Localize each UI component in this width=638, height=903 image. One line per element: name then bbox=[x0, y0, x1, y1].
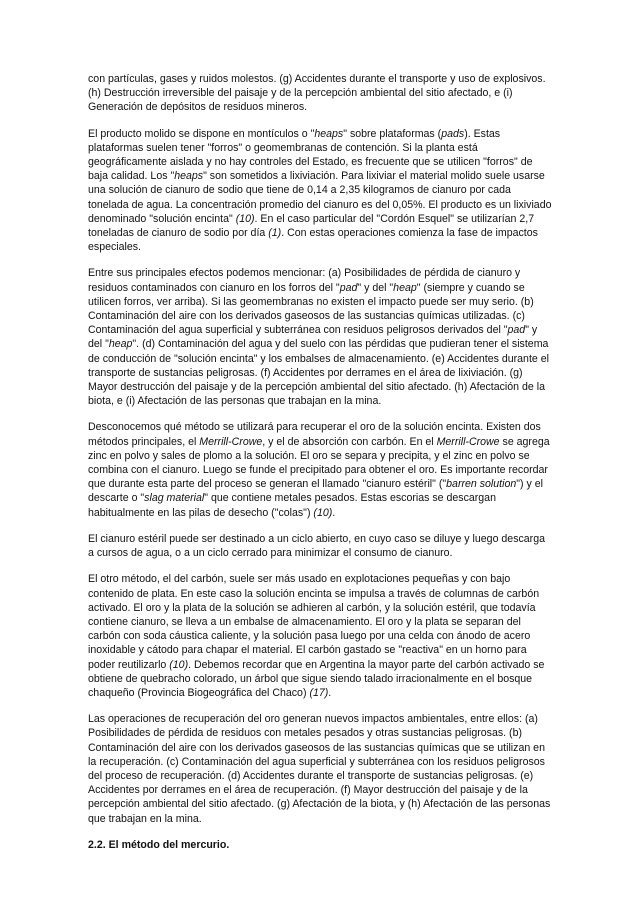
italic-term: (1) bbox=[268, 227, 282, 240]
italic-term: (10) bbox=[313, 506, 333, 519]
paragraph: Las operaciones de recuperación del oro generan nuevos impactos ambientales, entre ellos: (a) Posibilidades de pérdida de residuos con metales pesados y otras sustancias peligrosas. (b) Contaminación del aire con los derivados gaseosos de las sustancias químicas que se utilizan en la recuperación. (c) Contaminación del agua superficial y subterránea con los residuos peligrosos del proceso de recuperación. (d) Accidentes durante el transporte de sustancias peligrosas. (e) Accidentes por derrames en el área de recuperación. (f) Mayor destrucción del paisaje y de la percepción ambiental del sitio afectado. (g) Afectación de la biota, y (h) Afectación de las personas que trabajan en la mina. bbox=[88, 713, 551, 825]
italic-term: heap bbox=[108, 338, 133, 351]
paragraph: El cianuro estéril puede ser destinado a un ciclo abierto, en cuyo caso se diluye y luego descarga a cursos de agua, o a un ciclo cerrado para minimizar el consumo de cianuro. bbox=[88, 532, 545, 560]
italic-term: pad bbox=[507, 324, 526, 337]
document-page bbox=[88, 72, 553, 864]
paragraph: Entre sus principales efectos podemos mencionar: (a) Posibilidades de pérdida de cianuro y residuos contaminados con cianuro en los forros del "pad" y del "heap" (siempre y cuando se utilicen forros, ver arriba). Si las geomembranas no existen el impacto puede ser muy serio. (b) Contaminación del aire con los derivados gaseosos de las sustancias químicas utilizadas. (c) Contaminación del agua superficial y subterránea con residuos peligrosos derivados del "pad" y del "heap". (d) Contaminación del agua y del suelo con las pérdidas que pudieran tener el sistema de conducción de "solución encinta" y los embalses de almacenamiento. (e) Accidentes durante el transporte de sustancias peligrosas. (f) Accidentes por derrames en el área de lixiviación. (g) Mayor destrucción del paisaje y de la percepción ambiental del sitio afectado. (h) Afectación de la biota, e (i) Afectación de las personas que trabajan en la mina. bbox=[88, 267, 549, 408]
italic-term: heap bbox=[393, 281, 417, 294]
italic-term: slag material bbox=[144, 492, 205, 505]
italic-term: (17) bbox=[309, 686, 329, 699]
italic-term: (10) bbox=[235, 212, 255, 225]
italic-term: (10) bbox=[169, 658, 189, 671]
italic-term: Merrill-Crowe bbox=[436, 435, 500, 448]
paragraph: Desconocemos qué método se utilizará para recuperar el oro de la solución encinta. Existen dos métodos principales, el Merrill-Crowe, y el de absorción con carbón. En el Merrill-Crowe se agrega zinc en polvo y sales de plomo a la solución. El oro se separa y precipita, y el zinc en polvo se combina con el cianuro. Luego se funde el precipitado para obtener el oro. Es importante recordar que durante esta parte del proceso se generan el llamado "cianuro estéril" ("barren solution") y el descarte o "slag material" que contiene metales pesados. Estas escorias se descargan habitualmente en las pilas de desecho ("colas") (10). bbox=[88, 421, 550, 519]
italic-term: heaps bbox=[174, 170, 204, 183]
italic-term: Merrill-Crowe bbox=[199, 435, 263, 448]
italic-term: barren solution bbox=[446, 478, 517, 491]
italic-term: pads bbox=[441, 127, 465, 140]
paragraph: El otro método, el del carbón, suele ser más usado en explotaciones pequeñas y con bajo contenido de plata. En este caso la solución encinta se impulsa a través de columnas de carbón activado. El oro y la plata de la solución se adhieren al carbón, y la solución estéril, que todavía contiene cianuro, se lleva a un embalse de almacenamiento. El oro y la plata se separan del carbón con soda cáustica caliente, y la solución pasa luego por una celda con ánodo de acero inoxidable y cátodo para chapar el material. El carbón gastado se "reactiva" en un horno para poder reutilizarlo (10). Debemos recordar que en Argentina la mayor parte del carbón activado se obtiene de quebracho colorado, un árbol que sigue siendo talado irracionalmente en el bosque chaqueño (Provincia Biogeográfica del Chaco) (17). bbox=[88, 573, 545, 699]
section-heading: 2.2. El método del mercurio. bbox=[88, 838, 230, 851]
italic-term: heaps bbox=[314, 127, 344, 140]
paragraph: El producto molido se dispone en montículos o "heaps" sobre plataformas (pads). Estas plataformas suelen tener "forros" o geomembranas de contención. Si la planta está geográficamente aislada y no hay controles del Estado, es frecuente que se utilicen "forros" de baja calidad. Los "heaps" son sometidos a lixiviación. Para lixiviar el material molido suele usarse una solución de cianuro de sodio que tiene de 0,14 a 2,35 kilogramos de cianuro por cada tonelada de agua. La concentración promedio del cianuro es del 0,05%. El producto es un lixiviado denominado "solución encinta" (10). En el caso particular del "Cordón Esquel" se utilizarían 2,7 toneladas de cianuro de sodio por día (1). Con estas operaciones comienza la fase de impactos especiales. bbox=[88, 127, 552, 254]
paragraph: con partículas, gases y ruidos molestos. (g) Accidentes durante el transporte y uso de explosivos. (h) Destrucción irreversible del paisaje y de la percepción ambiental del sitio afectado, e (i) Generación de depósitos de residuos mineros. bbox=[88, 73, 546, 114]
italic-term: pad bbox=[339, 281, 358, 294]
